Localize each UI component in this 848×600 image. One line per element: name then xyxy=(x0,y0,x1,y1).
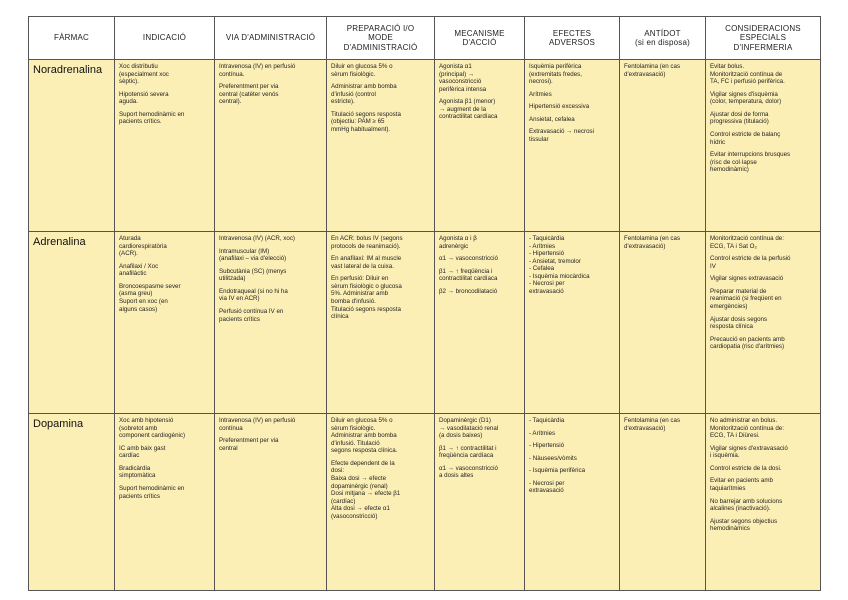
header-efectes: EFECTES ADVERSOS xyxy=(525,17,620,60)
header-farmac: FÀRMAC xyxy=(29,17,115,60)
indicacio-cell: Aturada cardiorespiratòria (ACR). Anafilaxi / Xoc anafilàctic Broncoespasme sever (asma greu) Suport en xoc (en alguns casos) xyxy=(115,232,215,414)
header-antidot: ANTÍDOT (si en disposa) xyxy=(620,17,706,60)
drug-table xyxy=(28,16,821,591)
drug-name-cell: Noradrenalina xyxy=(29,60,115,232)
consideracions-cell: Evitar bolus. Monitorització contínua de TA, FC i perfusió perifèrica. Vigilar signes d'isquèmia (color, temperatura, dolor) Ajustar dosi de forma progressiva (titulació) Control estricte de balanç hídric Evitar interrupcions brusques (risc de col·lapse hemodinàmic) xyxy=(706,60,821,232)
efectes-cell: Isquèmia perifèrica (extremitats fredes, necrosi). Arítmies Hipertensió excessiva Ansietat, cefalea Extravasació → necrosi tissular xyxy=(525,60,620,232)
mecanisme-cell: Agonista α i β adrenèrgic α1 → vasoconstricció β1 → ↑ freqüència i contractilitat cardíaca β2 → broncodilatació xyxy=(435,232,525,414)
header-via: VIA D'ADMINISTRACIÓ xyxy=(215,17,327,60)
mecanisme-cell: Dopaminèrgic (D1) → vasodilatació renal (a dosis baixes) β1 → ↑ contractilitat i freqüència cardíaca α1 → vasoconstricció a dosis altes xyxy=(435,414,525,591)
preparacio-cell: En ACR: bolus IV (segons protocols de reanimació). En anafilaxi: IM al muscle vast lateral de la cuixa. En perfusió: Diluir en sèrum fisiològic o glucosa 5%. Administrar amb bomba d'infusió. Titulació segons resposta clínica xyxy=(327,232,435,414)
header-row xyxy=(29,17,821,60)
indicacio-cell: Xoc amb hipotensió (sobretot amb component cardiogènic) IC amb baix gast cardíac Bradicàrdia simptomàtica Suport hemodinàmic en pacients crítics xyxy=(115,414,215,591)
table-row-dopamina xyxy=(29,414,821,591)
efectes-cell: - Taquicàrdia - Arítmies - Hipertensió - Ansietat, tremolor - Cefalea - Isquèmia miocàrdica - Necrosi per extravasació xyxy=(525,232,620,414)
antidot-cell: Fentolamina (en cas d'extravasació) xyxy=(620,60,706,232)
antidot-cell: Fentolamina (en cas d'extravasació) xyxy=(620,414,706,591)
consideracions-cell: No administrar en bolus. Monitorització contínua de: ECG, TA i Diüresi. Vigilar signes d'extravasació i isquèmia. Control estricte de la dosi. Evitar en pacients amb taquiarítmies No barrejar amb solucions alcalines (inactivació). Ajustar segons objectius hemodinàmics xyxy=(706,414,821,591)
preparacio-cell: Diluir en glucosa 5% o sèrum fisiològic. Administrar amb bomba d'infusió (control estricte). Titulació segons resposta (objectiu: PAM ≥ 65 mmHg habitualment). xyxy=(327,60,435,232)
mecanisme-cell: Agonista α1 (principal) → vasoconstricció perifèrica intensa Agonista β1 (menor) → augment de la contractilitat cardíaca xyxy=(435,60,525,232)
via-cell: Intravenosa (IV) (ACR, xoc) Intramuscular (IM) (anafilaxi – via d'elecció) Subcutània (SC) (menys utilitzada) Endotraqueal (si no hi ha via IV en ACR) Perfusió contínua IV en pacients crítics xyxy=(215,232,327,414)
table-row-adrenalina xyxy=(29,232,821,414)
via-cell: Intravenosa (IV) en perfusió contínua Preferentment per via central xyxy=(215,414,327,591)
drug-name-cell: Dopamina xyxy=(29,414,115,591)
antidot-cell: Fentolamina (en cas d'extravasació) xyxy=(620,232,706,414)
consideracions-cell: Monitorització contínua de: ECG, TA i Sat O₂ Control estricte de la perfusió IV Vigilar signes extravasació Preparar material de reanimació (si freqüent en emergències) Ajustar dosis segons resposta clínica Precaució en pacients amb cardiopatia (risc d'arítmies) xyxy=(706,232,821,414)
header-consideracions: CONSIDERACIONS ESPECIALS D'INFERMERIA xyxy=(706,17,821,60)
drug-name-cell: Adrenalina xyxy=(29,232,115,414)
header-preparacio: PREPARACIÓ I/O MODE D'ADMINISTRACIÓ xyxy=(327,17,435,60)
via-cell: Intravenosa (IV) en perfusió contínua. Preferentment per via central (catèter venós central). xyxy=(215,60,327,232)
efectes-cell: - Taquicàrdia - Arítmies - Hipertensió - Nàusees/vòmits - Isquèmia perifèrica - Necrosi per extravasació xyxy=(525,414,620,591)
table-row-noradrenalina xyxy=(29,60,821,232)
preparacio-cell: Diluir en glucosa 5% o sèrum fisiològic. Administrar amb bomba d'infusió. Titulació segons resposta clínica. Efecte dependent de la dosi: Baixa dosi → efecte dopaminèrgic (renal) Dosi mitjana → efecte β1 (cardíac) Alta dosi → efecte α1 (vasoconstricció) xyxy=(327,414,435,591)
indicacio-cell: Xoc distributiu (especialment xoc sèptic). Hipotensió severa aguda. Suport hemodinàmic en pacients crítics. xyxy=(115,60,215,232)
header-mecanisme: MECANISME D'ACCIÓ xyxy=(435,17,525,60)
header-indicacio: INDICACIÓ xyxy=(115,17,215,60)
